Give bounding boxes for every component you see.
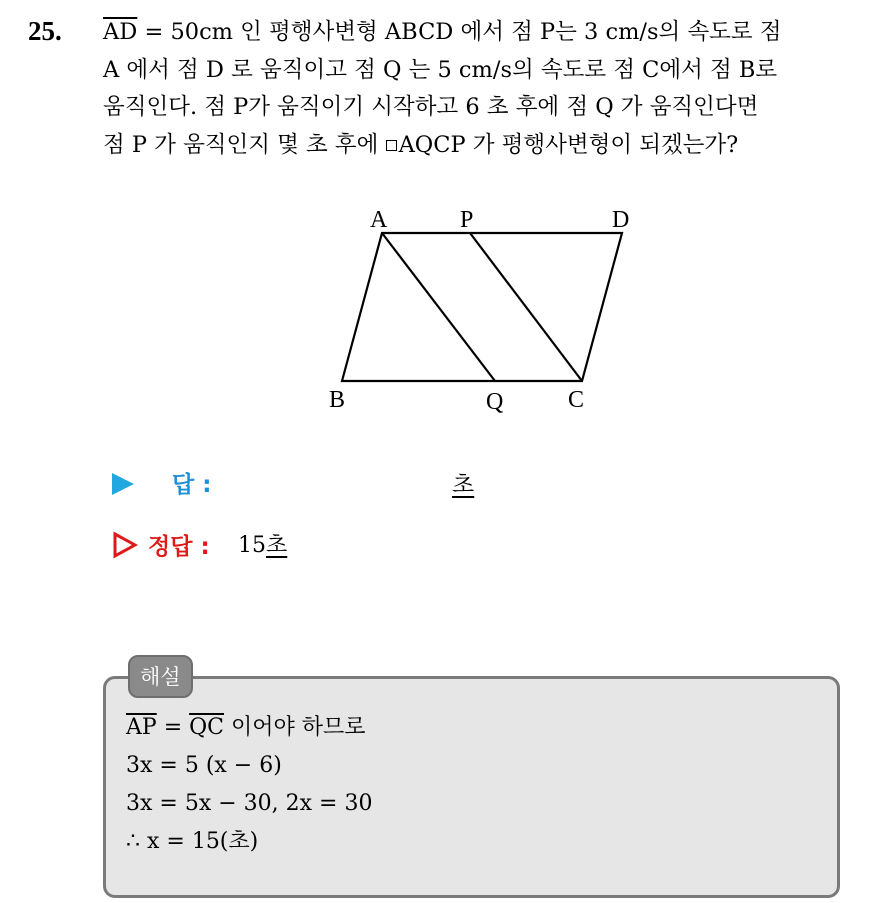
answer-label: 답 :: [172, 472, 212, 498]
label-d: D: [612, 207, 630, 233]
segment-ap: $\overline{AP}$: [126, 715, 157, 740]
segment-ad: $\overline{AD}$: [103, 19, 138, 45]
correct-number: 15: [238, 533, 266, 558]
question-line-1: [103, 14, 873, 52]
question-line-4: [103, 127, 873, 165]
solution-line-3: 3x = 5x − 30, 2x = 30: [126, 791, 373, 816]
question-line-4-pre: 점 P 가 움직인지 몇 초 후에: [103, 131, 386, 158]
label-p: P: [460, 207, 474, 233]
question-text: [103, 14, 873, 164]
solution-line-1: [126, 709, 372, 747]
correct-arrow-icon: [112, 531, 138, 559]
answer-arrow-icon: [112, 473, 134, 495]
segment-qc: $\overline{QC}$: [189, 715, 224, 740]
parallelogram-figure: [320, 198, 640, 418]
segment-pc: [470, 233, 582, 381]
question-line-4-post: AQCP 가 평행사변형이 되겠는가?: [398, 131, 739, 158]
segment-aq: [382, 233, 495, 381]
solution-box: [103, 676, 840, 898]
solution-line-4: ∴ x = 15(초): [126, 829, 259, 854]
label-q: Q: [486, 389, 504, 415]
correct-label: 정답 :: [148, 534, 210, 560]
label-c: C: [568, 387, 585, 413]
question-line-1-text: = 50cm 인 평행사변형 ABCD 에서 점 P는 3 cm/s의 속도로 점: [137, 19, 782, 45]
question-line-3: 움직인다. 점 P가 움직이기 시작하고 6 초 후에 점 Q 가 움직인다면: [103, 94, 759, 120]
label-a: A: [370, 207, 388, 233]
correct-unit: 초: [266, 533, 288, 558]
question-number: 25.: [28, 16, 62, 46]
answer-unit: 초: [452, 472, 475, 498]
quadrilateral-square-icon: [386, 140, 397, 151]
solution-line-2: 3x = 5 (x − 6): [126, 753, 282, 778]
solution-line-1-text: 이어야 하므로: [224, 715, 366, 740]
parallelogram-abcd: [342, 233, 622, 381]
correct-value: [238, 528, 287, 559]
equals-sign: =: [156, 715, 190, 740]
question-line-2: A 에서 점 D 로 움직이고 점 Q 는 5 cm/s의 속도로 점 C에서 점 B로: [103, 56, 778, 83]
solution-tab: 해설: [128, 655, 193, 698]
label-b: B: [329, 387, 346, 413]
